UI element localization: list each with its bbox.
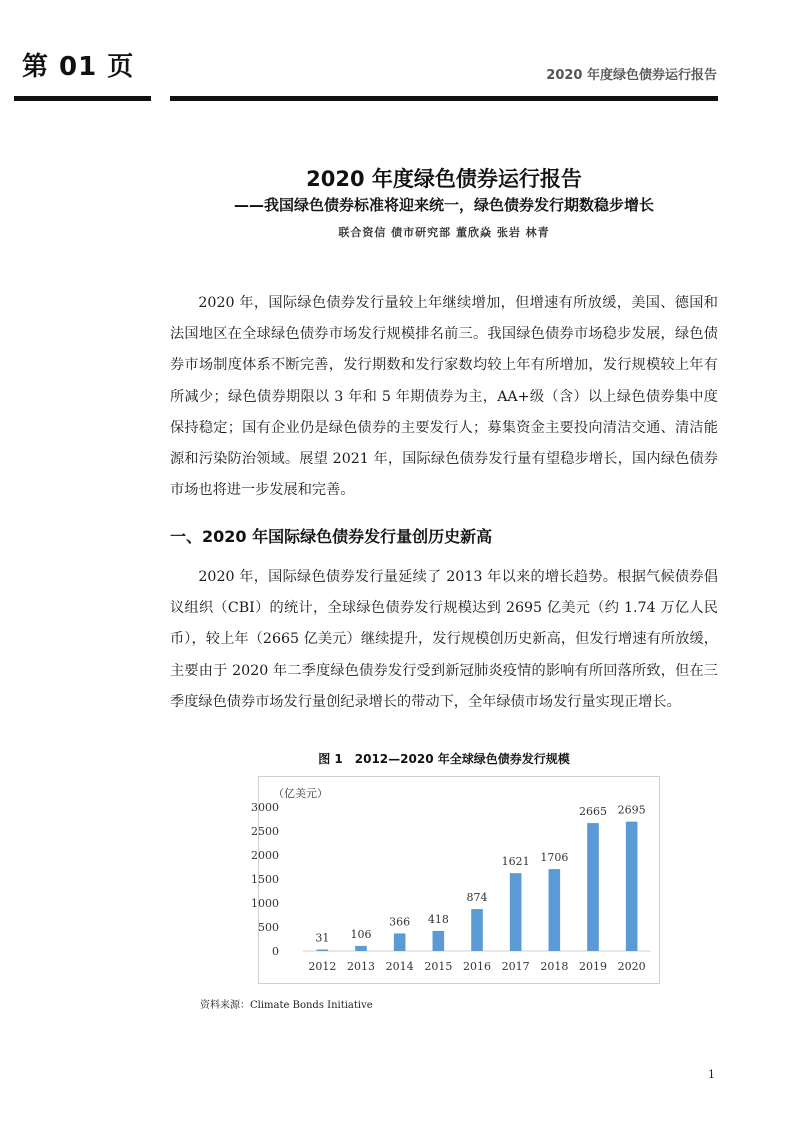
x-tick-label: 2017: [501, 960, 530, 973]
x-tick-label: 2018: [540, 960, 569, 973]
y-tick-label: 3000: [251, 801, 279, 814]
data-label: 1621: [501, 855, 530, 869]
running-header-title: 2020 年度绿色债券运行报告: [546, 68, 717, 83]
bar: [471, 909, 483, 951]
x-tick-label: 2014: [385, 960, 414, 973]
x-tick-label: 2012: [308, 960, 337, 973]
report-title: 2020 年度绿色债券运行报告: [306, 167, 582, 191]
data-label: 1706: [540, 851, 569, 865]
footer-page-number: 1: [708, 1068, 715, 1081]
x-tick-label: 2015: [424, 960, 453, 973]
bar: [626, 822, 638, 951]
x-tick-label: 2020: [617, 960, 646, 973]
data-label: 366: [389, 915, 411, 929]
y-tick-label: 0: [272, 945, 279, 958]
report-authors: 联合资信 债市研究部 董欣焱 张岩 林青: [338, 226, 550, 239]
bar: [549, 869, 561, 951]
bar: [433, 931, 445, 951]
data-label: 106: [350, 927, 372, 941]
bar: [394, 933, 406, 951]
y-tick-label: 500: [258, 921, 279, 934]
report-subtitle: ——我国绿色债券标准将迎来统一，绿色债券发行期数稳步增长: [233, 196, 654, 214]
y-tick-label: 2000: [251, 849, 279, 862]
x-tick-label: 2013: [347, 960, 375, 973]
data-label: 874: [466, 891, 488, 905]
x-tick-label: 2019: [579, 960, 607, 973]
bar: [355, 946, 367, 951]
data-label: 31: [315, 931, 330, 945]
y-tick-label: 2500: [251, 825, 279, 838]
x-tick-label: 2016: [463, 960, 491, 973]
data-label: 418: [427, 912, 449, 926]
bar: [317, 950, 329, 951]
y-tick-label: 1000: [251, 897, 279, 910]
section-paragraph: 2020 年，国际绿色债券发行量延续了 2013 年以来的增长趋势。根据气候债券倡议组织（CBI）的统计，全球绿色债券发行规模达到 2695 亿美元（约 1.74 万亿人民币），较上年（2665 亿美元）继续提升，发行规模创历史新高，但发行增速有所放缓，主要由于 2020 年二季度绿色债券发行受到新冠肺炎疫情的影响有所回落所致，但在三季度绿色债券市场发行量创纪录增长的带动下，全年绿债市场发行量实现正增长。: [170, 569, 718, 710]
intro-paragraph: 2020 年，国际绿色债券发行量较上年继续增加，但增速有所放缓，美国、德国和法国地区在全球绿色债券市场发行规模排名前三。我国绿色债券市场稳步发展，绿色债券市场制度体系不断完善，发行期数和发行家数均较上年有所增加，发行规模较上年有所减少；绿色债券期限以 3 年和 5 年期债券为主，AA+级（含）以上绿色债券集中度保持稳定；国有企业仍是绿色债券的主要发行人；募集资金主要投向清洁交通、清洁能源和污染防治领域。展望 2021 年，国际绿色债券发行量有望稳步增长，国内绿色债券市场也将进一步发展和完善。: [170, 295, 718, 499]
bar: [510, 873, 522, 951]
header-rule-right: [170, 96, 718, 101]
figure-source: 资料来源：Climate Bonds Initiative: [200, 1000, 373, 1011]
y-axis-label: （亿美元）: [273, 787, 328, 800]
header-rule-left: [14, 96, 151, 101]
page-number-label: 第 01 页: [22, 52, 135, 82]
data-label: 2695: [617, 803, 646, 817]
section-heading: 一、2020 年国际绿色债券发行量创历史新高: [170, 527, 493, 546]
figure-title: 图 1 2012—2020 年全球绿色债券发行规模: [318, 752, 570, 766]
data-label: 2665: [579, 805, 607, 819]
bar: [587, 823, 599, 951]
title-block: [170, 164, 718, 240]
y-tick-label: 1500: [251, 873, 279, 886]
bar-chart: [251, 777, 659, 983]
chart-frame: [251, 776, 660, 984]
